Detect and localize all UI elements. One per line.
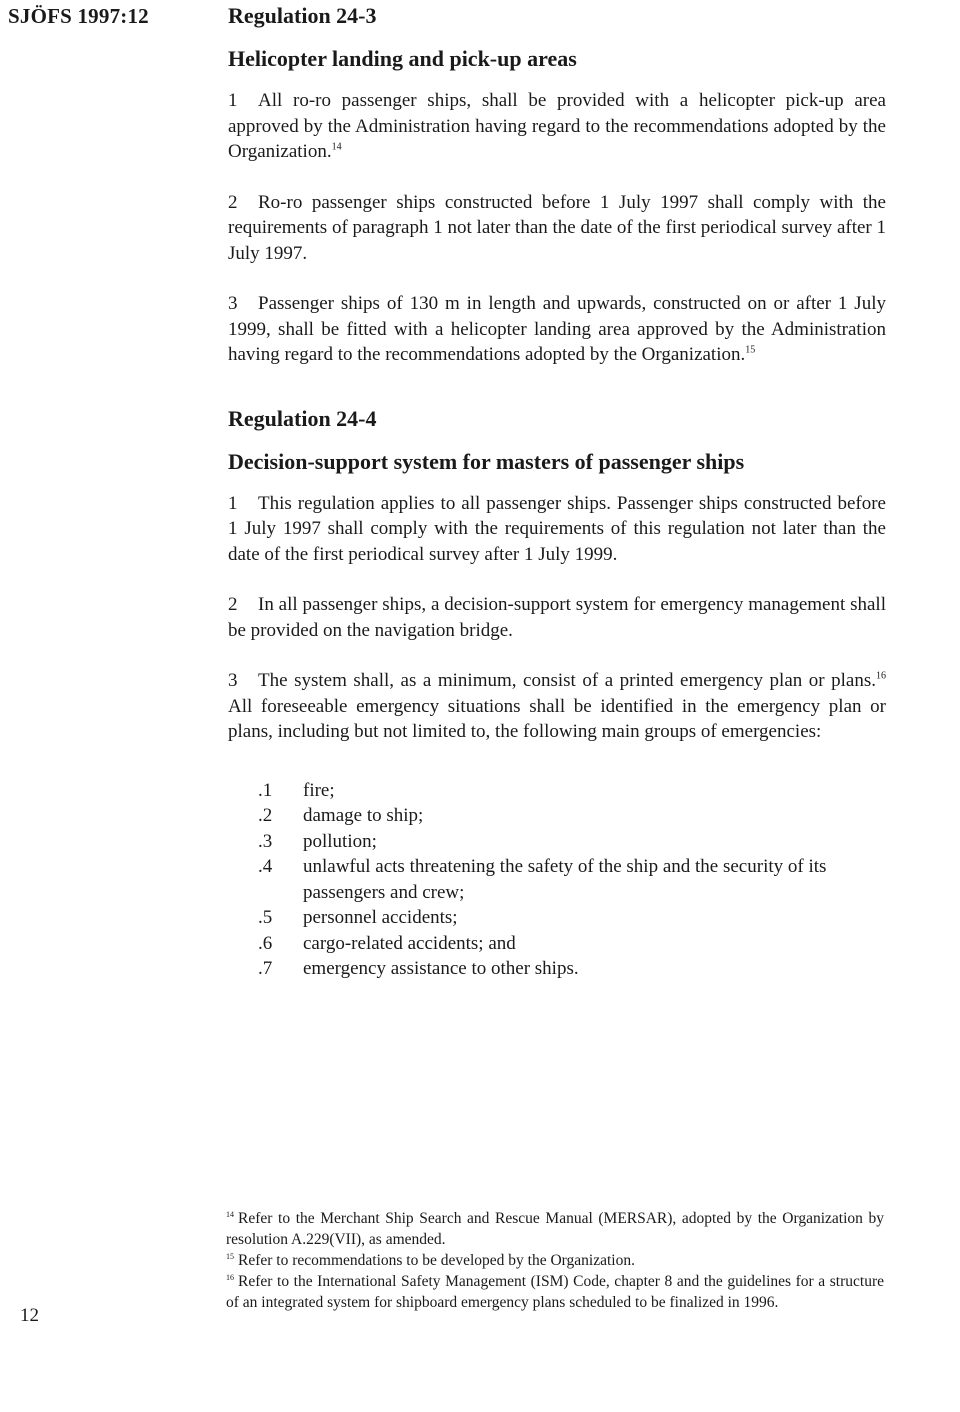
paragraph-number: 1 bbox=[228, 90, 238, 111]
section-regulation-24-3 bbox=[228, 3, 886, 368]
list-item-text: pollution; bbox=[303, 830, 377, 852]
footnote-ref: 15 bbox=[745, 344, 756, 356]
list-item bbox=[258, 829, 886, 855]
regulation-title: Regulation 24-4 bbox=[228, 405, 377, 431]
running-head: SJÖFS 1997:12 bbox=[8, 4, 149, 28]
paragraph-text: Ro-ro passenger ships constructed before 1 July 1997 shall comply with the requirements of paragraph 1 not later than the date of the first periodical survey after 1 July 1997. bbox=[228, 191, 886, 264]
paragraph-text: The system shall, as a minimum, consist of a printed emergency plan or plans. bbox=[258, 670, 876, 691]
paragraph-number: 3 bbox=[228, 670, 238, 691]
paragraph-text: All ro-ro passenger ships, shall be provided with a helicopter pick-up area approved by the Administration having regard to the recommendations adopted by the Organization. bbox=[228, 90, 886, 162]
paragraph-text: This regulation applies to all passenger ships. Passenger ships constructed before 1 July 1997 shall comply with the requirements of this regulation not later than the date of the first periodical survey after 1 July 1999. bbox=[228, 492, 886, 565]
list-item-number: .4 bbox=[258, 856, 273, 877]
list-item-number: .2 bbox=[258, 805, 273, 826]
page-number: 12 bbox=[20, 1305, 39, 1326]
footnote-ref: 16 bbox=[876, 670, 886, 682]
list-item bbox=[258, 931, 886, 957]
footnote-text: Refer to the International Safety Management (ISM) Code, chapter 8 and the guidelines for a structure of an integrated system for shipboard emergency plans scheduled to be finalized in 1996. bbox=[226, 1273, 884, 1311]
paragraph-number: 2 bbox=[228, 594, 238, 615]
paragraph-text-continued: All foreseeable emergency situations shall be identified in the emergency plan or plans, including but not limited to, the following main groups of emergencies: bbox=[228, 695, 886, 742]
list-item bbox=[258, 905, 886, 931]
paragraph-number: 3 bbox=[228, 293, 238, 314]
list-item-number: .1 bbox=[258, 779, 273, 801]
page-content bbox=[228, 0, 886, 982]
list-item bbox=[258, 803, 886, 829]
list-item-number: .5 bbox=[258, 907, 273, 928]
list-item bbox=[258, 778, 886, 804]
list-item-text: cargo-related accidents; and bbox=[303, 932, 516, 954]
list-item-text: emergency assistance to other ships. bbox=[303, 958, 579, 979]
footnote-ref: 14 bbox=[331, 141, 342, 153]
paragraph-number: 2 bbox=[228, 191, 238, 213]
footnote-number: 14 bbox=[226, 1209, 234, 1219]
footnote-number: 16 bbox=[226, 1272, 234, 1282]
paragraph bbox=[228, 88, 886, 165]
list-item-number: .7 bbox=[258, 958, 273, 979]
list-item-number: .3 bbox=[258, 830, 273, 852]
paragraph-number: 1 bbox=[228, 492, 238, 514]
paragraph-text: In all passenger ships, a decision-support system for emergency management shall be provided on the navigation bridge. bbox=[228, 594, 886, 641]
regulation-title: Regulation 24-3 bbox=[228, 3, 377, 28]
footnote bbox=[226, 1208, 884, 1250]
footnote-text: Refer to the Merchant Ship Search and Rescue Manual (MERSAR), adopted by the Organization by resolution A.229(VII), as amended. bbox=[226, 1210, 884, 1248]
footnotes bbox=[226, 1208, 884, 1313]
footnote bbox=[226, 1271, 884, 1313]
list-item bbox=[258, 956, 886, 982]
list-item-text: damage to ship; bbox=[303, 805, 424, 826]
list-item-text: unlawful acts threatening the safety of the ship and the security of its passengers and crew; bbox=[303, 856, 827, 903]
footnote-text: Refer to recommendations to be developed by the Organization. bbox=[238, 1252, 635, 1269]
section-regulation-24-4 bbox=[228, 406, 886, 982]
list-item bbox=[258, 854, 886, 905]
list-item-text: fire; bbox=[303, 779, 335, 801]
paragraph bbox=[228, 668, 886, 745]
regulation-subtitle: Decision-support system for masters of passenger ships bbox=[228, 448, 745, 474]
list-item-number: .6 bbox=[258, 932, 273, 954]
paragraph bbox=[228, 190, 886, 267]
footnote bbox=[226, 1250, 884, 1271]
emergency-groups-list bbox=[258, 778, 886, 982]
paragraph bbox=[228, 592, 886, 643]
paragraph bbox=[228, 291, 886, 368]
footnote-number: 15 bbox=[226, 1251, 234, 1261]
list-item-text: personnel accidents; bbox=[303, 907, 458, 928]
paragraph bbox=[228, 491, 886, 568]
paragraph-text: Passenger ships of 130 m in length and upwards, constructed on or after 1 July 1999, shall be fitted with a helicopter landing area approved by the Administration having regard to the recommendations adopted by the Organization. bbox=[228, 293, 886, 365]
regulation-subtitle: Helicopter landing and pick-up areas bbox=[228, 46, 577, 71]
